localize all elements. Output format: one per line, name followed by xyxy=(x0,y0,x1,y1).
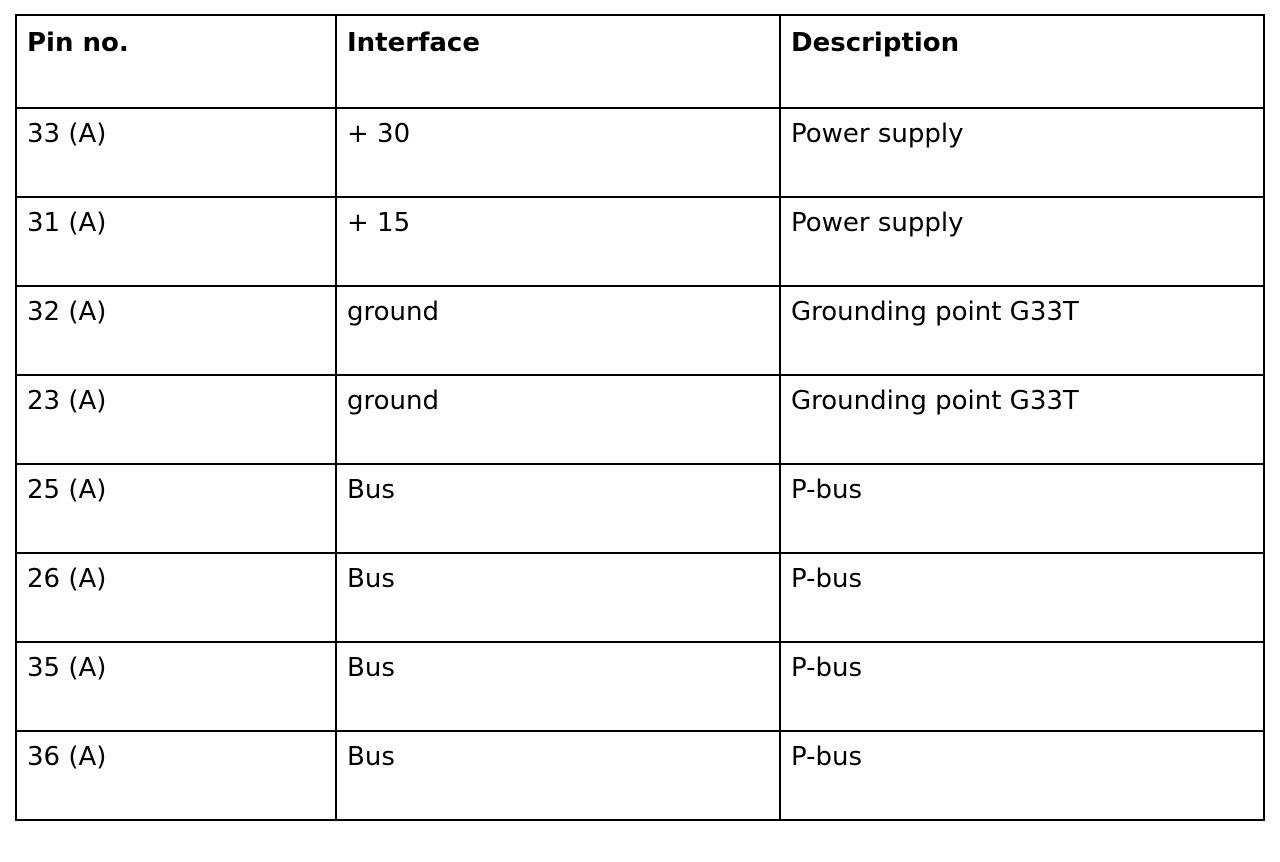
table-header-row xyxy=(16,15,1264,108)
description-cell: Power supply xyxy=(780,197,1264,286)
table-row xyxy=(16,286,1264,375)
table-row xyxy=(16,731,1264,820)
header-description: Description xyxy=(780,15,1264,108)
interface-cell: Bus xyxy=(336,464,780,553)
description-cell: Power supply xyxy=(780,108,1264,197)
pin-cell: 26 (A) xyxy=(16,553,336,642)
pin-assignment-table xyxy=(15,14,1265,821)
table-row xyxy=(16,197,1264,286)
description-cell: Grounding point G33T xyxy=(780,375,1264,464)
pin-cell: 31 (A) xyxy=(16,197,336,286)
interface-cell: + 15 xyxy=(336,197,780,286)
header-interface: Interface xyxy=(336,15,780,108)
interface-cell: + 30 xyxy=(336,108,780,197)
description-cell: P-bus xyxy=(780,642,1264,731)
pin-cell: 25 (A) xyxy=(16,464,336,553)
table-row xyxy=(16,464,1264,553)
table-row xyxy=(16,375,1264,464)
table-row xyxy=(16,642,1264,731)
interface-cell: ground xyxy=(336,286,780,375)
pin-cell: 36 (A) xyxy=(16,731,336,820)
interface-cell: Bus xyxy=(336,731,780,820)
description-cell: Grounding point G33T xyxy=(780,286,1264,375)
pin-cell: 33 (A) xyxy=(16,108,336,197)
table-row xyxy=(16,553,1264,642)
header-pin-no: Pin no. xyxy=(16,15,336,108)
table-row xyxy=(16,108,1264,197)
pin-cell: 32 (A) xyxy=(16,286,336,375)
description-cell: P-bus xyxy=(780,731,1264,820)
interface-cell: Bus xyxy=(336,553,780,642)
interface-cell: ground xyxy=(336,375,780,464)
description-cell: P-bus xyxy=(780,464,1264,553)
pin-cell: 35 (A) xyxy=(16,642,336,731)
pin-cell: 23 (A) xyxy=(16,375,336,464)
interface-cell: Bus xyxy=(336,642,780,731)
description-cell: P-bus xyxy=(780,553,1264,642)
